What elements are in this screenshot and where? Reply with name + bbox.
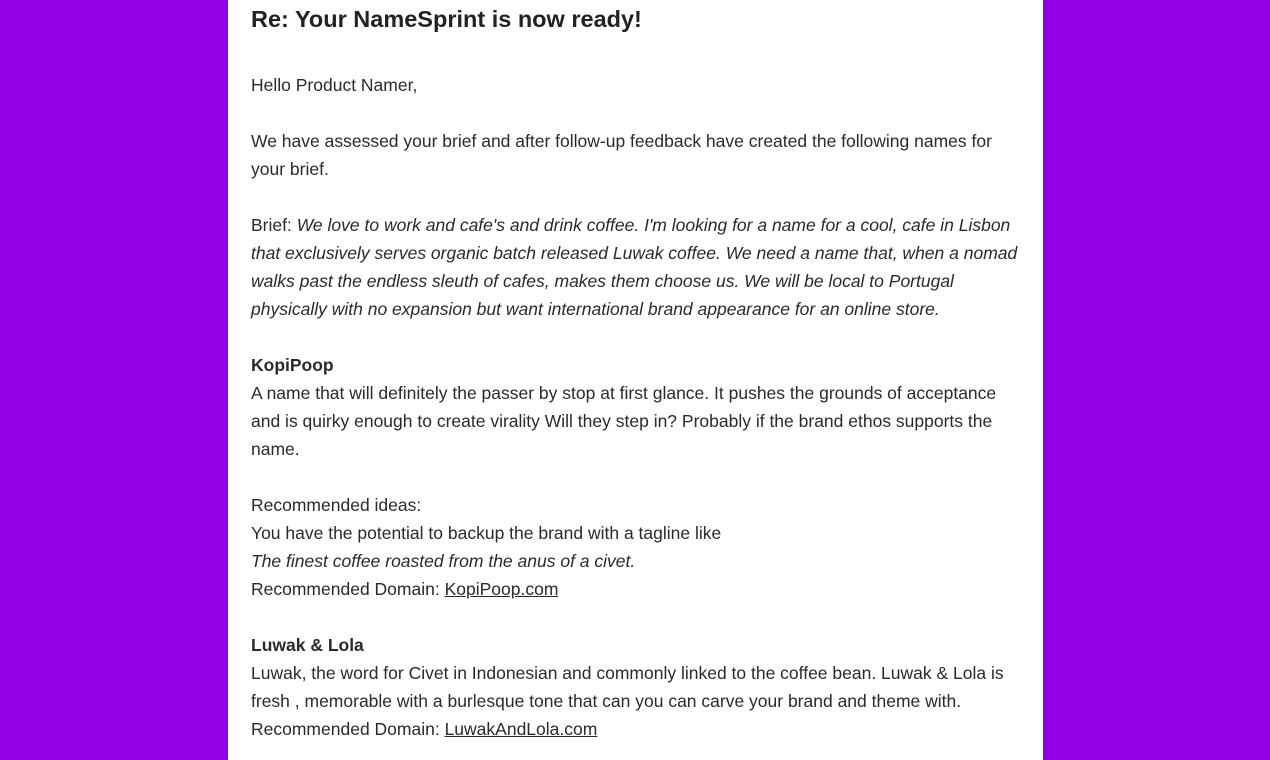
domain-label: Recommended Domain: <box>251 719 440 739</box>
name-title: Luwak & Lola <box>251 635 364 655</box>
domain-line <box>251 715 1026 743</box>
email-body <box>251 0 1026 760</box>
brief-text: We love to work and cafe's and drink coffee. I'm looking for a name for a cool, cafe in Lisbon that exclusively serves organic batch released Luwak coffee. We need a name that, when a nomad walks past the endless sleuth of cafes, makes them choose us. We will be local to Portugal physically with no expansion but want international brand appearance for an online store. <box>251 215 1018 319</box>
recommended-ideas <box>251 491 1026 603</box>
name-option-luwak-lola <box>251 631 1026 743</box>
email-panel <box>228 0 1043 760</box>
name-description: Luwak, the word for Civet in Indonesian and commonly linked to the coffee bean. Luwak & Lola is fresh , memorable with a burlesque tone that can you can carve your brand and theme with. <box>251 663 1004 711</box>
tagline-intro: You have the potential to backup the brand with a tagline like <box>251 523 722 543</box>
domain-line <box>251 575 1026 603</box>
brief-paragraph <box>251 211 1026 323</box>
greeting: Hello Product Namer, <box>251 75 418 95</box>
email-subject: Re: Your NameSprint is now ready! <box>251 6 642 32</box>
brief-label: Brief: <box>251 215 292 235</box>
tagline: The finest coffee roasted from the anus of a civet. <box>251 551 636 571</box>
name-title: KopiPoop <box>251 355 334 375</box>
domain-label: Recommended Domain: <box>251 579 440 599</box>
intro-text: We have assessed your brief and after follow-up feedback have created the following names for your brief. <box>251 131 992 179</box>
name-description: A name that will definitely the passer by stop at first glance. It pushes the grounds of acceptance and is quirky enough to create virality Will they step in? Probably if the brand ethos supports the name. <box>251 383 997 459</box>
domain-link-luwak-lola[interactable]: LuwakAndLola.com <box>444 719 598 739</box>
name-option-kopipoop <box>251 351 1026 463</box>
recommended-heading: Recommended ideas: <box>251 495 422 515</box>
domain-link-kopipoop[interactable]: KopiPoop.com <box>444 579 559 599</box>
